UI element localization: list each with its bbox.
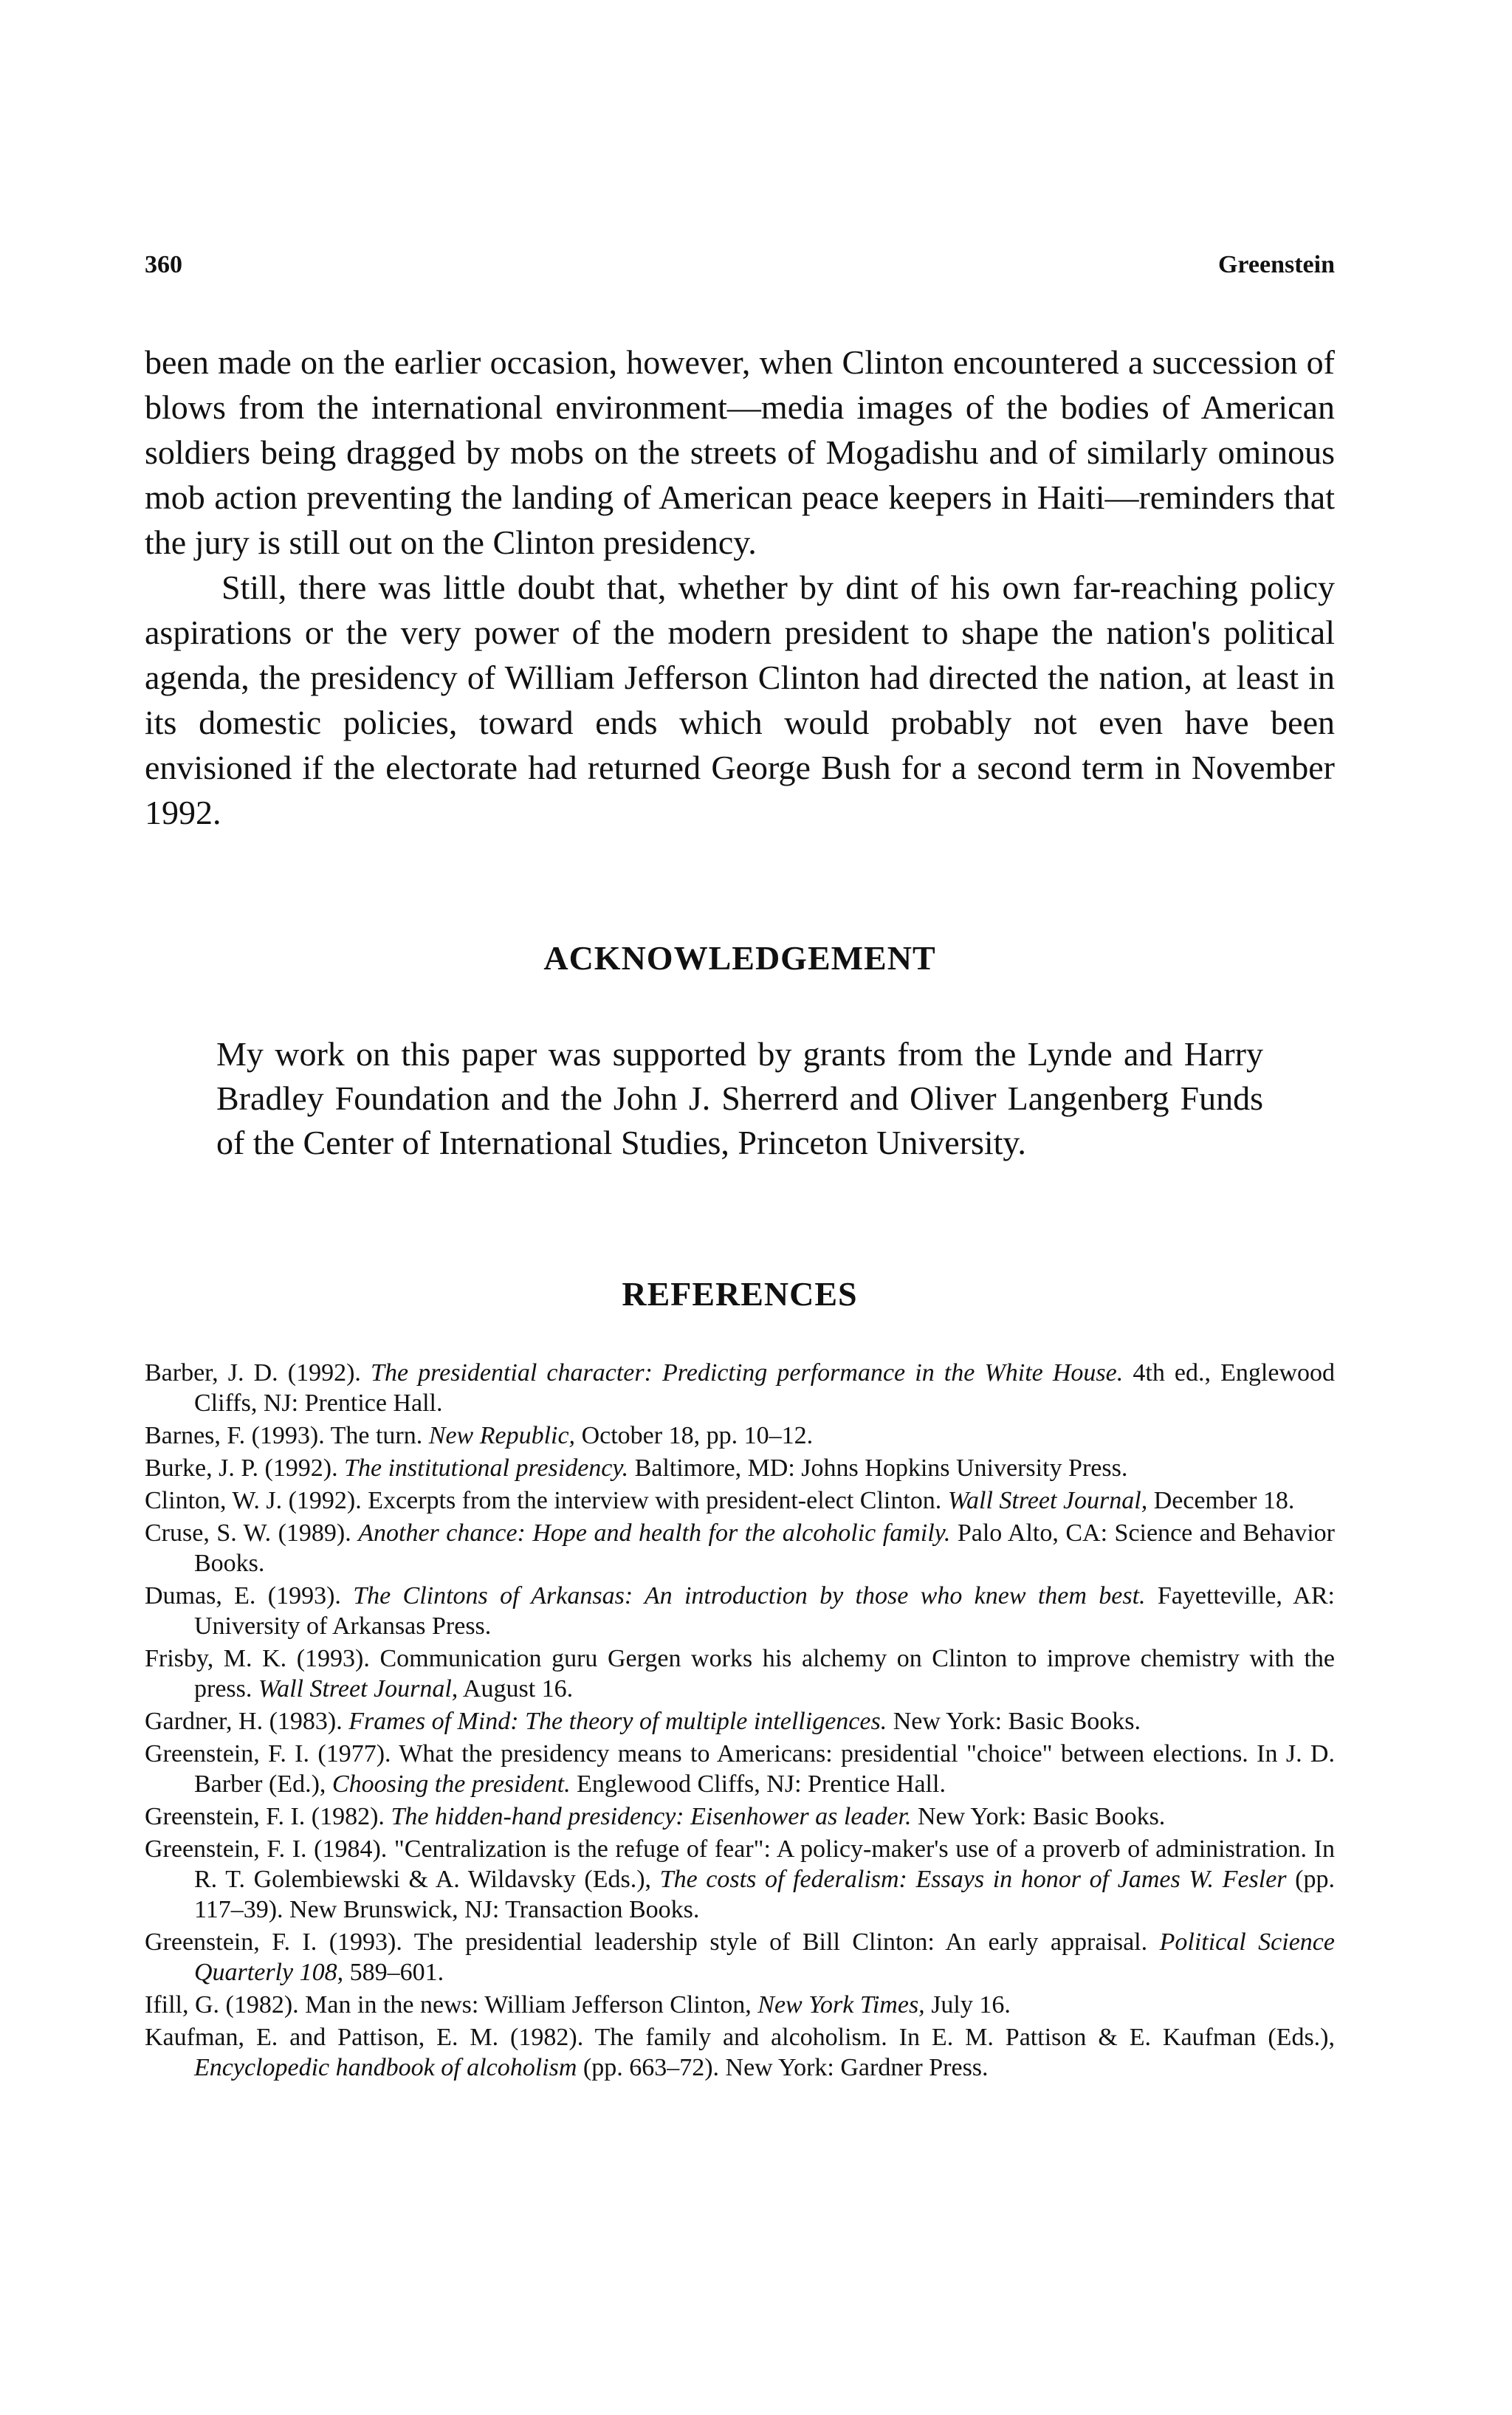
reference-text: Fayetteville, AR: University of Arkansas Press. (194, 1582, 1335, 1640)
reference-title: The institutional presidency. (344, 1454, 629, 1482)
reference-title: Another chance: Hope and health for the alcoholic family. (358, 1519, 951, 1547)
reference-title: Wall Street Journal, (258, 1675, 458, 1703)
reference-text: Greenstein, F. I. (1984). "Centralization is the refuge of fear": A policy-maker's use of a proverb of administration. In R. T. Golembiewski & A. Wildavsky (Eds.), (145, 1835, 1335, 1893)
reference-title: The Clintons of Arkansas: An introduction by those who knew them best. (353, 1582, 1146, 1610)
reference-entry (145, 1453, 1335, 1483)
reference-text: Clinton, W. J. (1992). Excerpts from the interview with president-elect Clinton. (145, 1487, 948, 1514)
reference-text: 589–601. (343, 1959, 444, 1986)
reference-title: The costs of federalism: Essays in honor of James W. Fesler (659, 1866, 1287, 1893)
reference-title: Wall Street Journal, (947, 1487, 1148, 1514)
reference-title: Encyclopedic handbook of alcoholism (194, 2054, 577, 2081)
acknowledgement-heading: ACKNOWLEDGEMENT (543, 939, 936, 977)
reference-text: December 18. (1147, 1487, 1295, 1514)
reference-text: Burke, J. P. (1992). (145, 1454, 345, 1482)
reference-entry (145, 1421, 1335, 1451)
reference-text: Frisby, M. K. (1993). Communication guru Gergen works his alchemy on Clinton to improve chemistry with the press. (145, 1645, 1335, 1703)
reference-title: The presidential character: Predicting performance in the White House. (371, 1359, 1124, 1387)
reference-text: July 16. (924, 1991, 1011, 2019)
reference-text: October 18, pp. 10–12. (575, 1422, 814, 1449)
reference-title: The hidden-hand presidency: Eisenhower as leader. (391, 1803, 912, 1830)
reference-text: Dumas, E. (1993). (145, 1582, 354, 1610)
reference-text: Barber, J. D. (1992). (145, 1359, 371, 1387)
reference-title: Frames of Mind: The theory of multiple intelligences. (348, 1708, 887, 1735)
reference-text: Greenstein, F. I. (1993). The presidential leadership style of Bill Clinton: An early appraisal. (145, 1928, 1160, 1956)
body-paragraph-1: been made on the earlier occasion, however, when Clinton encountered a succession of blows from the international environment—media images of the bodies of American soldiers being dragged by mobs on the streets of Mogadishu and of similarly ominous mob action preventing the landing of American peace keepers in Haiti—reminders that the jury is still out on the Clinton presidency. (145, 343, 1335, 561)
reference-text: Kaufman, E. and Pattison, E. M. (1982). The family and alcoholism. In E. M. Pattison & E. Kaufman (Eds.), (145, 2024, 1335, 2051)
reference-text: Gardner, H. (1983). (145, 1708, 349, 1735)
reference-title: Political Science Quarterly 108, (194, 1928, 1335, 1986)
reference-entry (145, 1834, 1336, 1925)
page-number: 360 (145, 251, 182, 278)
reference-text: (pp. 663–72). New York: Gardner Press. (577, 2054, 989, 2081)
reference-entry (145, 1581, 1335, 1641)
reference-text: 4th ed., Englewood Cliffs, NJ: Prentice Hall. (194, 1359, 1335, 1417)
reference-entry (145, 1739, 1335, 1799)
reference-text: Barnes, F. (1993). The turn. (145, 1422, 429, 1449)
reference-entry (145, 1927, 1335, 1988)
reference-title: Choosing the president. (331, 1770, 571, 1798)
reference-text: Baltimore, MD: Johns Hopkins University Press. (628, 1454, 1128, 1482)
reference-entry (145, 2022, 1335, 2083)
reference-entry (145, 1518, 1335, 1578)
reference-entry (145, 1801, 1335, 1832)
reference-text: Greenstein, F. I. (1977). What the presidency means to Americans: presidential "choice" between elections. In J. D. Barber (Ed.), (145, 1740, 1335, 1798)
reference-title: New York Times, (757, 1991, 925, 2019)
reference-text: Palo Alto, CA: Science and Behavior Books. (194, 1519, 1335, 1577)
reference-entry (145, 1706, 1335, 1736)
reference-text: August 16. (458, 1675, 574, 1703)
reference-entry (145, 1485, 1335, 1516)
reference-text: Greenstein, F. I. (1982). (145, 1803, 391, 1830)
body-paragraph-2: Still, there was little doubt that, whether by dint of his own far-reaching policy aspirations or the very power of the modern president to shape the nation's political agenda, the presidency of William Jefferson Clinton had directed the nation, at least in its domestic policies, toward ends which would probably not even have been envisioned if the electorate had returned George Bush for a second term in November 1992. (145, 568, 1335, 831)
reference-entry (145, 1990, 1335, 2020)
reference-entry (145, 1643, 1335, 1704)
running-head (145, 251, 1335, 295)
reference-text: Ifill, G. (1982). Man in the news: William Jefferson Clinton, (145, 1991, 758, 2019)
body-text (145, 340, 1335, 835)
references-heading: REFERENCES (622, 1275, 858, 1313)
running-title: Greenstein (1217, 251, 1335, 278)
reference-text: New York: Basic Books. (887, 1708, 1141, 1735)
reference-text: (pp. 117–39). New Brunswick, NJ: Transaction Books. (194, 1866, 1336, 1923)
reference-text: Englewood Cliffs, NJ: Prentice Hall. (570, 1770, 946, 1798)
reference-list (145, 1358, 1335, 2083)
reference-text: Cruse, S. W. (1989). (145, 1519, 359, 1547)
reference-entry (145, 1358, 1335, 1418)
reference-title: New Republic, (428, 1422, 576, 1449)
page (145, 251, 1335, 2085)
reference-text: New York: Basic Books. (911, 1803, 1166, 1830)
acknowledgement-text: My work on this paper was supported by grants from the Lynde and Harry Bradley Foundation and the John J. Sherrerd and Oliver Langenberg Funds of the Center of International Studies, Princeton University. (216, 1035, 1263, 1161)
